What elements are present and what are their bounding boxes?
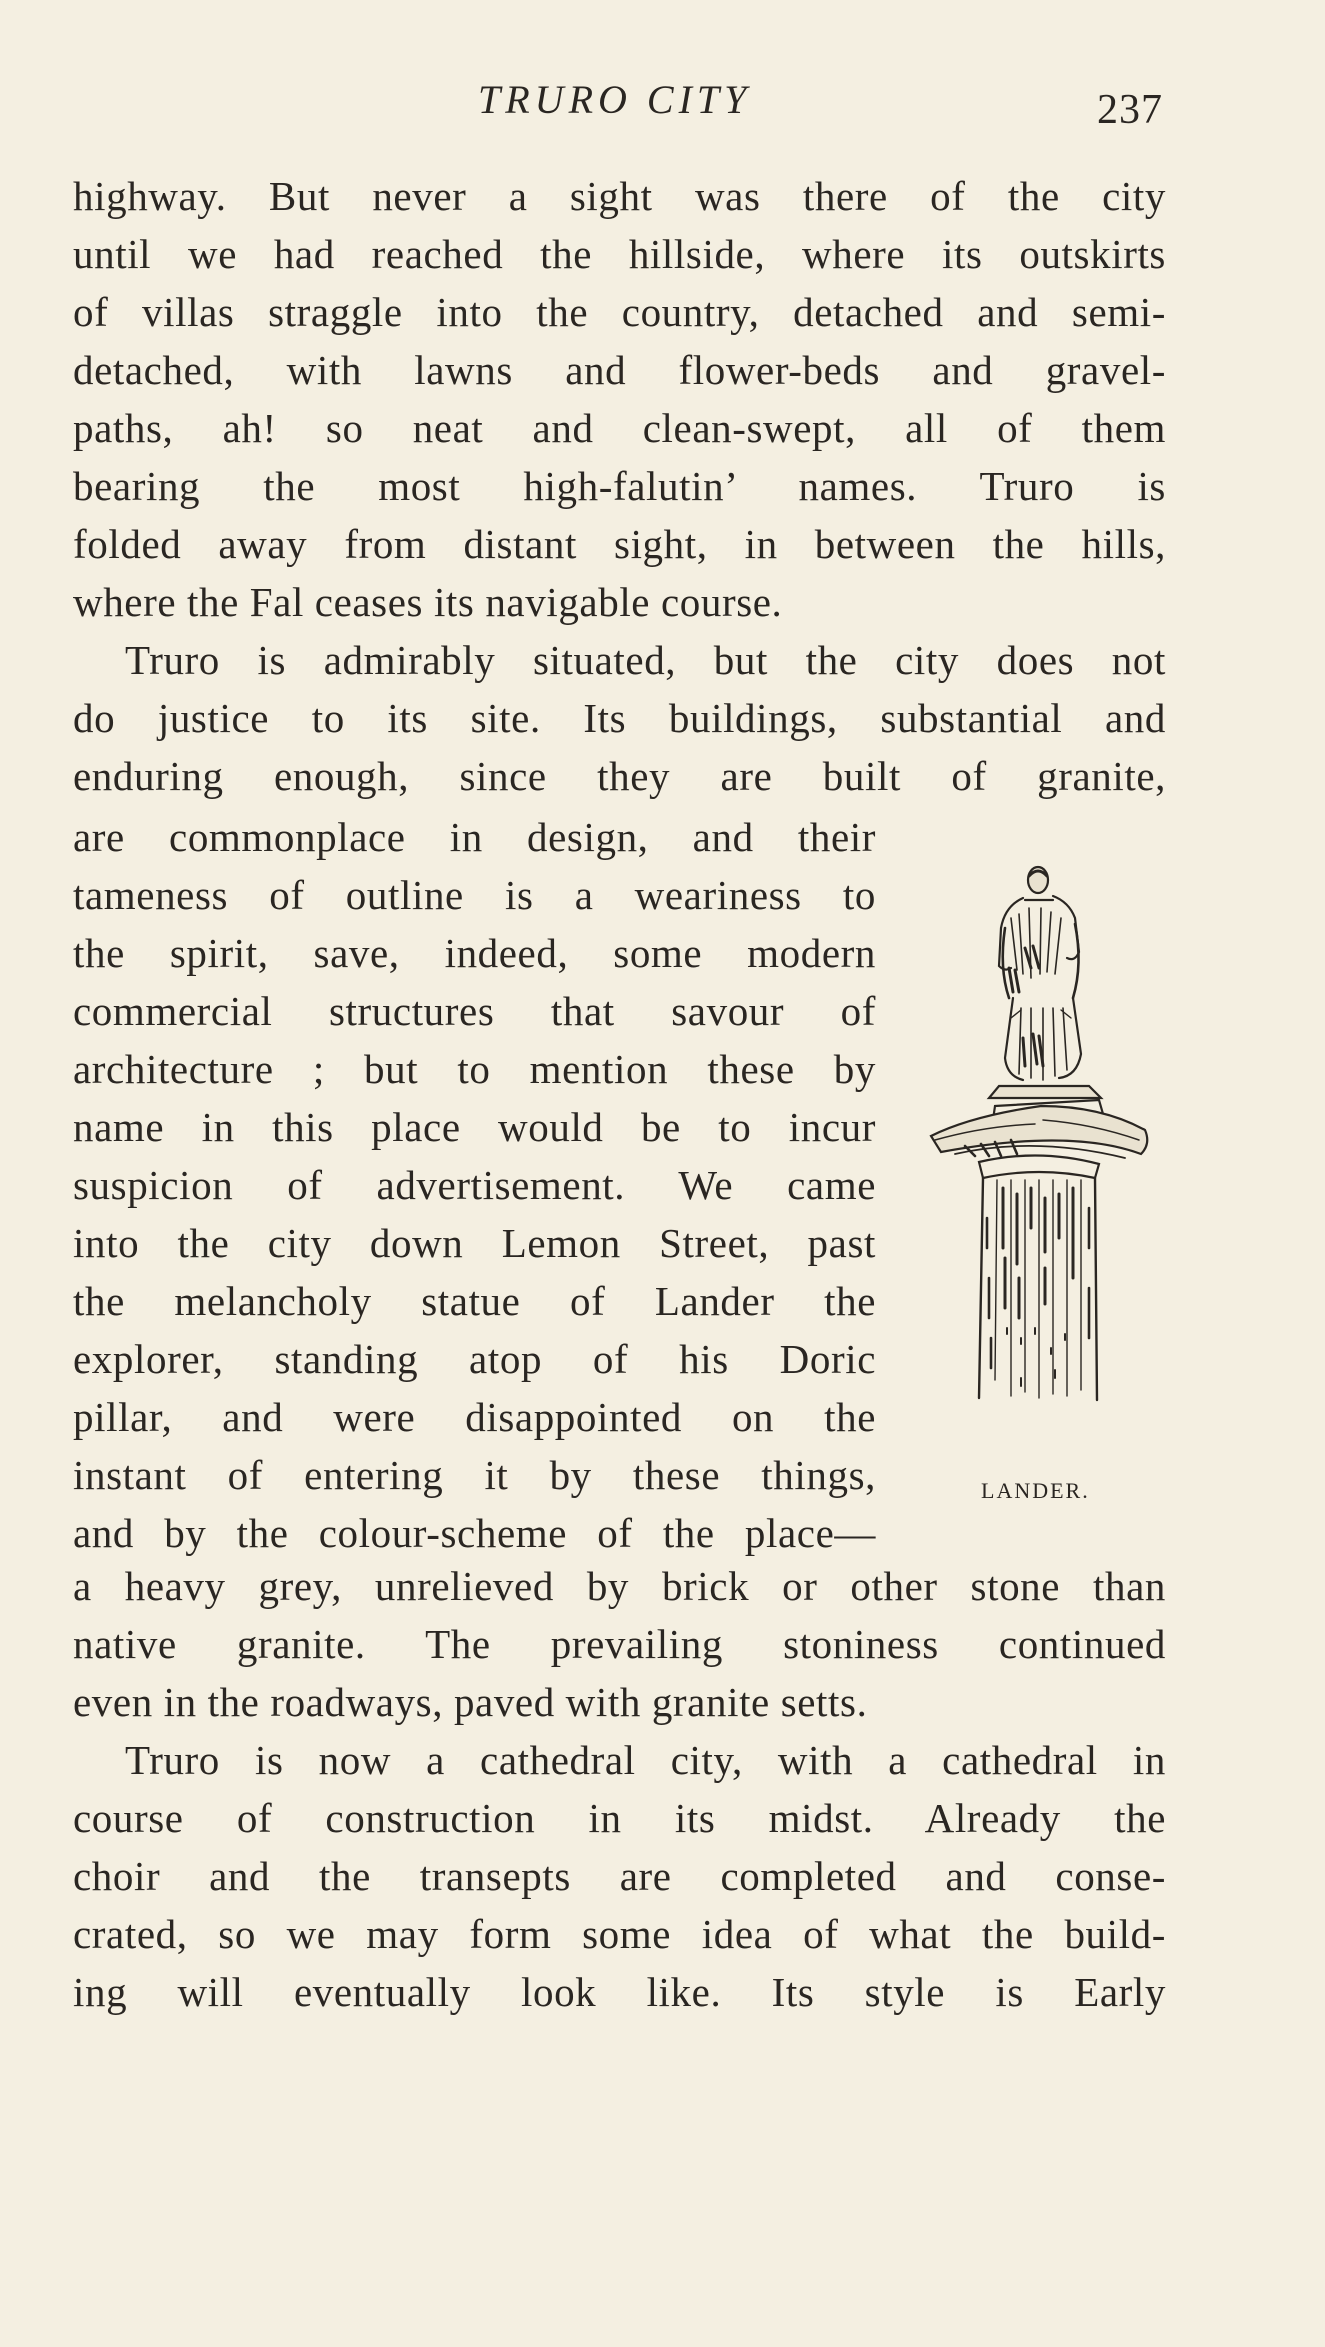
text-line: Truro is now a cathedral city, with a cathedral in	[125, 1737, 1166, 1783]
text-block-top	[73, 167, 1166, 805]
text-line: of villas straggle into the country, detached and semi-	[73, 289, 1166, 335]
text-line: course of construction in its midst. Already the	[73, 1795, 1166, 1841]
statue-drawing	[925, 858, 1155, 1458]
text-line: crated, so we may form some idea of what the build-	[73, 1911, 1166, 1957]
lander-statue-illustration	[925, 858, 1155, 1518]
figure-caption: LANDER.	[981, 1478, 1090, 1503]
text-line: folded away from distant sight, in between the hills,	[73, 521, 1166, 567]
text-line: into the city down Lemon Street, past	[73, 1220, 876, 1266]
text-line: a heavy grey, unrelieved by brick or other stone than	[73, 1563, 1166, 1609]
text-line: detached, with lawns and flower-beds and gravel-	[73, 347, 1166, 393]
text-line: the spirit, save, indeed, some modern	[73, 930, 876, 976]
text-line: enduring enough, since they are built of granite,	[73, 753, 1166, 799]
text-line: explorer, standing atop of his Doric	[73, 1336, 876, 1382]
text-block-wrapped	[73, 808, 876, 1562]
text-line: paths, ah! so neat and clean-swept, all of them	[73, 405, 1166, 451]
text-line: architecture ; but to mention these by	[73, 1046, 876, 1092]
text-line: highway. But never a sight was there of the city	[73, 173, 1166, 219]
text-line: until we had reached the hillside, where its outskirts	[73, 231, 1166, 277]
text-line: instant of entering it by these things,	[73, 1452, 876, 1498]
text-block-bottom	[73, 1557, 1166, 2021]
text-line: pillar, and were disappointed on the	[73, 1394, 876, 1440]
text-line: ing will eventually look like. Its style is Early	[73, 1969, 1166, 2015]
text-line: even in the roadways, paved with granite setts.	[73, 1679, 868, 1725]
text-line: choir and the transepts are completed and conse-	[73, 1853, 1166, 1899]
text-line: native granite. The prevailing stoniness continued	[73, 1621, 1166, 1667]
text-line: the melancholy statue of Lander the	[73, 1278, 876, 1324]
text-line: tameness of outline is a weariness to	[73, 872, 876, 918]
text-line: bearing the most high-falutin’ names. Truro is	[73, 463, 1166, 509]
text-line: name in this place would be to incur	[73, 1104, 876, 1150]
text-line: do justice to its site. Its buildings, substantial and	[73, 695, 1166, 741]
running-head	[0, 76, 1325, 133]
text-line: and by the colour-scheme of the place—	[73, 1510, 876, 1556]
page-number: 237	[1097, 87, 1163, 133]
text-line: Truro is admirably situated, but the city does not	[125, 637, 1166, 683]
running-title: TRURO CITY	[478, 77, 752, 122]
text-line: suspicion of advertisement. We came	[73, 1162, 876, 1208]
text-line: commercial structures that savour of	[73, 988, 876, 1034]
text-line: are commonplace in design, and their	[73, 814, 876, 860]
text-line: where the Fal ceases its navigable course.	[73, 579, 783, 625]
